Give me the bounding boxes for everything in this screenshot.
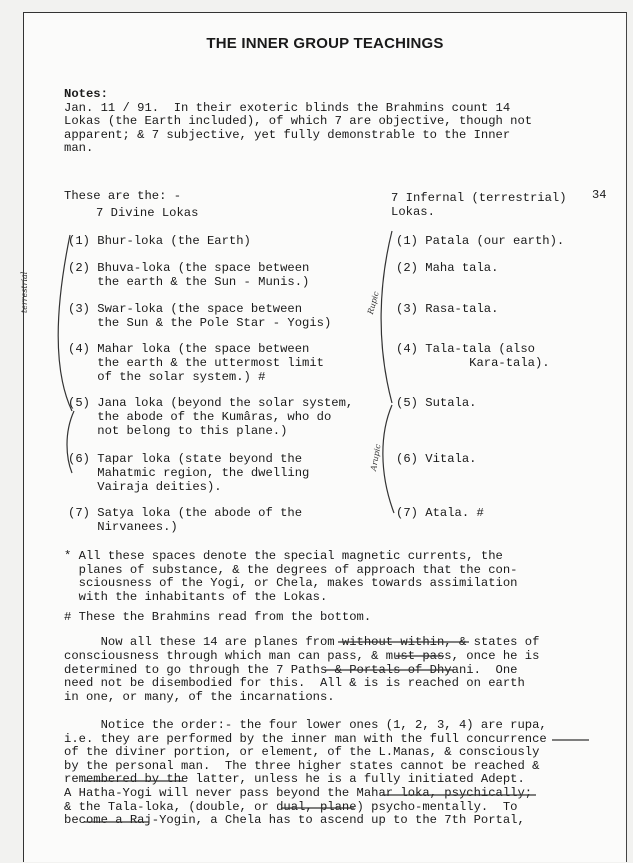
divine-loka-item: (5) Jana loka (beyond the solar system, <box>68 396 354 410</box>
left-bracket <box>58 235 72 411</box>
divine-lokas-header: 7 Divine Lokas <box>96 206 199 220</box>
left-bracket-lower <box>67 411 74 473</box>
footnote-hash: # These the Brahmins read from the bottom. <box>64 610 372 624</box>
divine-loka-item: of the solar system.) # <box>68 370 266 384</box>
center-bracket-lower <box>383 405 394 513</box>
infernal-loka-item: (2) Maha tala. <box>396 261 499 275</box>
infernal-loka-item: (3) Rasa-tala. <box>396 302 499 316</box>
para1-line: Now all these 14 are planes from without within, & states of <box>64 635 540 649</box>
divine-loka-item: not belong to this plane.) <box>68 424 288 438</box>
footnote-star-line: planes of substance, & the degrees of approach that the con- <box>64 562 518 577</box>
page-number: 34 <box>592 188 607 202</box>
para2-line: i.e. they are performed by the inner man with the full concurrence <box>64 731 547 746</box>
divine-loka-item: (7) Satya loka (the abode of the <box>68 506 303 520</box>
divine-loka-item: the abode of the Kumâras, who do <box>68 410 332 424</box>
para1-line: determined to go through the 7 Paths & Portals of Dhyani. One <box>64 662 518 677</box>
para2-line: by the personal man. The three higher states cannot be reached & <box>64 758 540 773</box>
para2-line: A Hatha-Yogi will never pass beyond the Mahar loka, psychically; <box>64 786 533 800</box>
infernal-lokas-header-line1: 7 Infernal (terrestrial) <box>391 191 567 205</box>
para1-line: in one, or many, of the incarnations. <box>64 690 335 705</box>
divine-loka-item: (2) Bhuva-loka (the space between <box>68 261 310 275</box>
center-bracket-upper <box>381 231 392 403</box>
para2-line: & the Tala-loka, (double, or dual, plane) psycho-mentally. To <box>64 799 518 814</box>
intro-line: Jan. 11 / 91. In their exoteric blinds the Brahmins count 14 <box>64 101 511 115</box>
divine-loka-item: Vairaja deities). <box>68 480 222 494</box>
these-are-line: These are the: - <box>64 189 182 203</box>
divine-loka-item: the earth & the uttermost limit <box>68 356 324 370</box>
handwritten-marks <box>24 13 628 863</box>
divine-loka-item: (6) Tapar loka (state beyond the <box>68 452 303 466</box>
margin-note-arupic: Arupic <box>369 443 383 472</box>
margin-note-rupic: Rupic <box>366 290 381 316</box>
infernal-lokas-header-line2: Lokas. <box>391 205 435 219</box>
para1-line: need not be disembodied for this. All & is is reached on earth <box>64 676 525 691</box>
infernal-loka-item: (1) Patala (our earth). <box>396 234 565 248</box>
para1-line: consciousness through which man can pass, & must pass, once he is <box>64 648 540 663</box>
footnote-star-line: sciousness of the Yogi, or Chela, makes towards assimilation <box>64 576 518 591</box>
infernal-loka-item: (7) Atala. # <box>396 506 484 520</box>
divine-loka-item: Mahatmic region, the dwelling <box>68 466 310 480</box>
intro-line: Lokas (the Earth included), of which 7 are objective, though not <box>64 114 533 129</box>
infernal-loka-item: (5) Sutala. <box>396 396 477 410</box>
footnote-star-line: with the inhabitants of the Lokas. <box>64 589 328 604</box>
divine-loka-item: Nirvanees.) <box>68 520 178 534</box>
document-title: THE INNER GROUP TEACHINGS <box>206 35 444 52</box>
para2-line: Notice the order:- the four lower ones (1, 2, 3, 4) are rupa, <box>64 718 547 732</box>
margin-note-terrestrial: terrestrial <box>20 271 29 313</box>
divine-loka-item: (1) Bhur-loka (the Earth) <box>68 234 251 248</box>
notes-label: Notes: <box>64 87 108 101</box>
para2-line: become a Raj-Yogin, a Chela has to ascend up to the 7th Portal, <box>64 813 525 828</box>
footnote-star-line: * All these spaces denote the special magnetic currents, the <box>64 549 503 563</box>
para2-line: of the diviner portion, or element, of the L.Manas, & consciously <box>64 745 540 760</box>
infernal-loka-item: Kara-tala). <box>396 356 550 370</box>
infernal-loka-item: (6) Vitala. <box>396 452 477 466</box>
infernal-loka-item: (4) Tala-tala (also <box>396 342 535 356</box>
divine-loka-item: (3) Swar-loka (the space between <box>68 302 303 316</box>
intro-line: man. <box>64 141 94 156</box>
intro-line: apparent; & 7 subjective, yet fully demonstrable to the Inner <box>64 127 511 142</box>
divine-loka-item: (4) Mahar loka (the space between <box>68 342 310 356</box>
divine-loka-item: the Sun & the Pole Star - Yogis) <box>68 316 332 330</box>
para2-line: remembered by the latter, unless he is a fully initiated Adept. <box>64 772 525 787</box>
document-page <box>20 12 627 862</box>
divine-loka-item: the earth & the Sun - Munis.) <box>68 275 310 289</box>
